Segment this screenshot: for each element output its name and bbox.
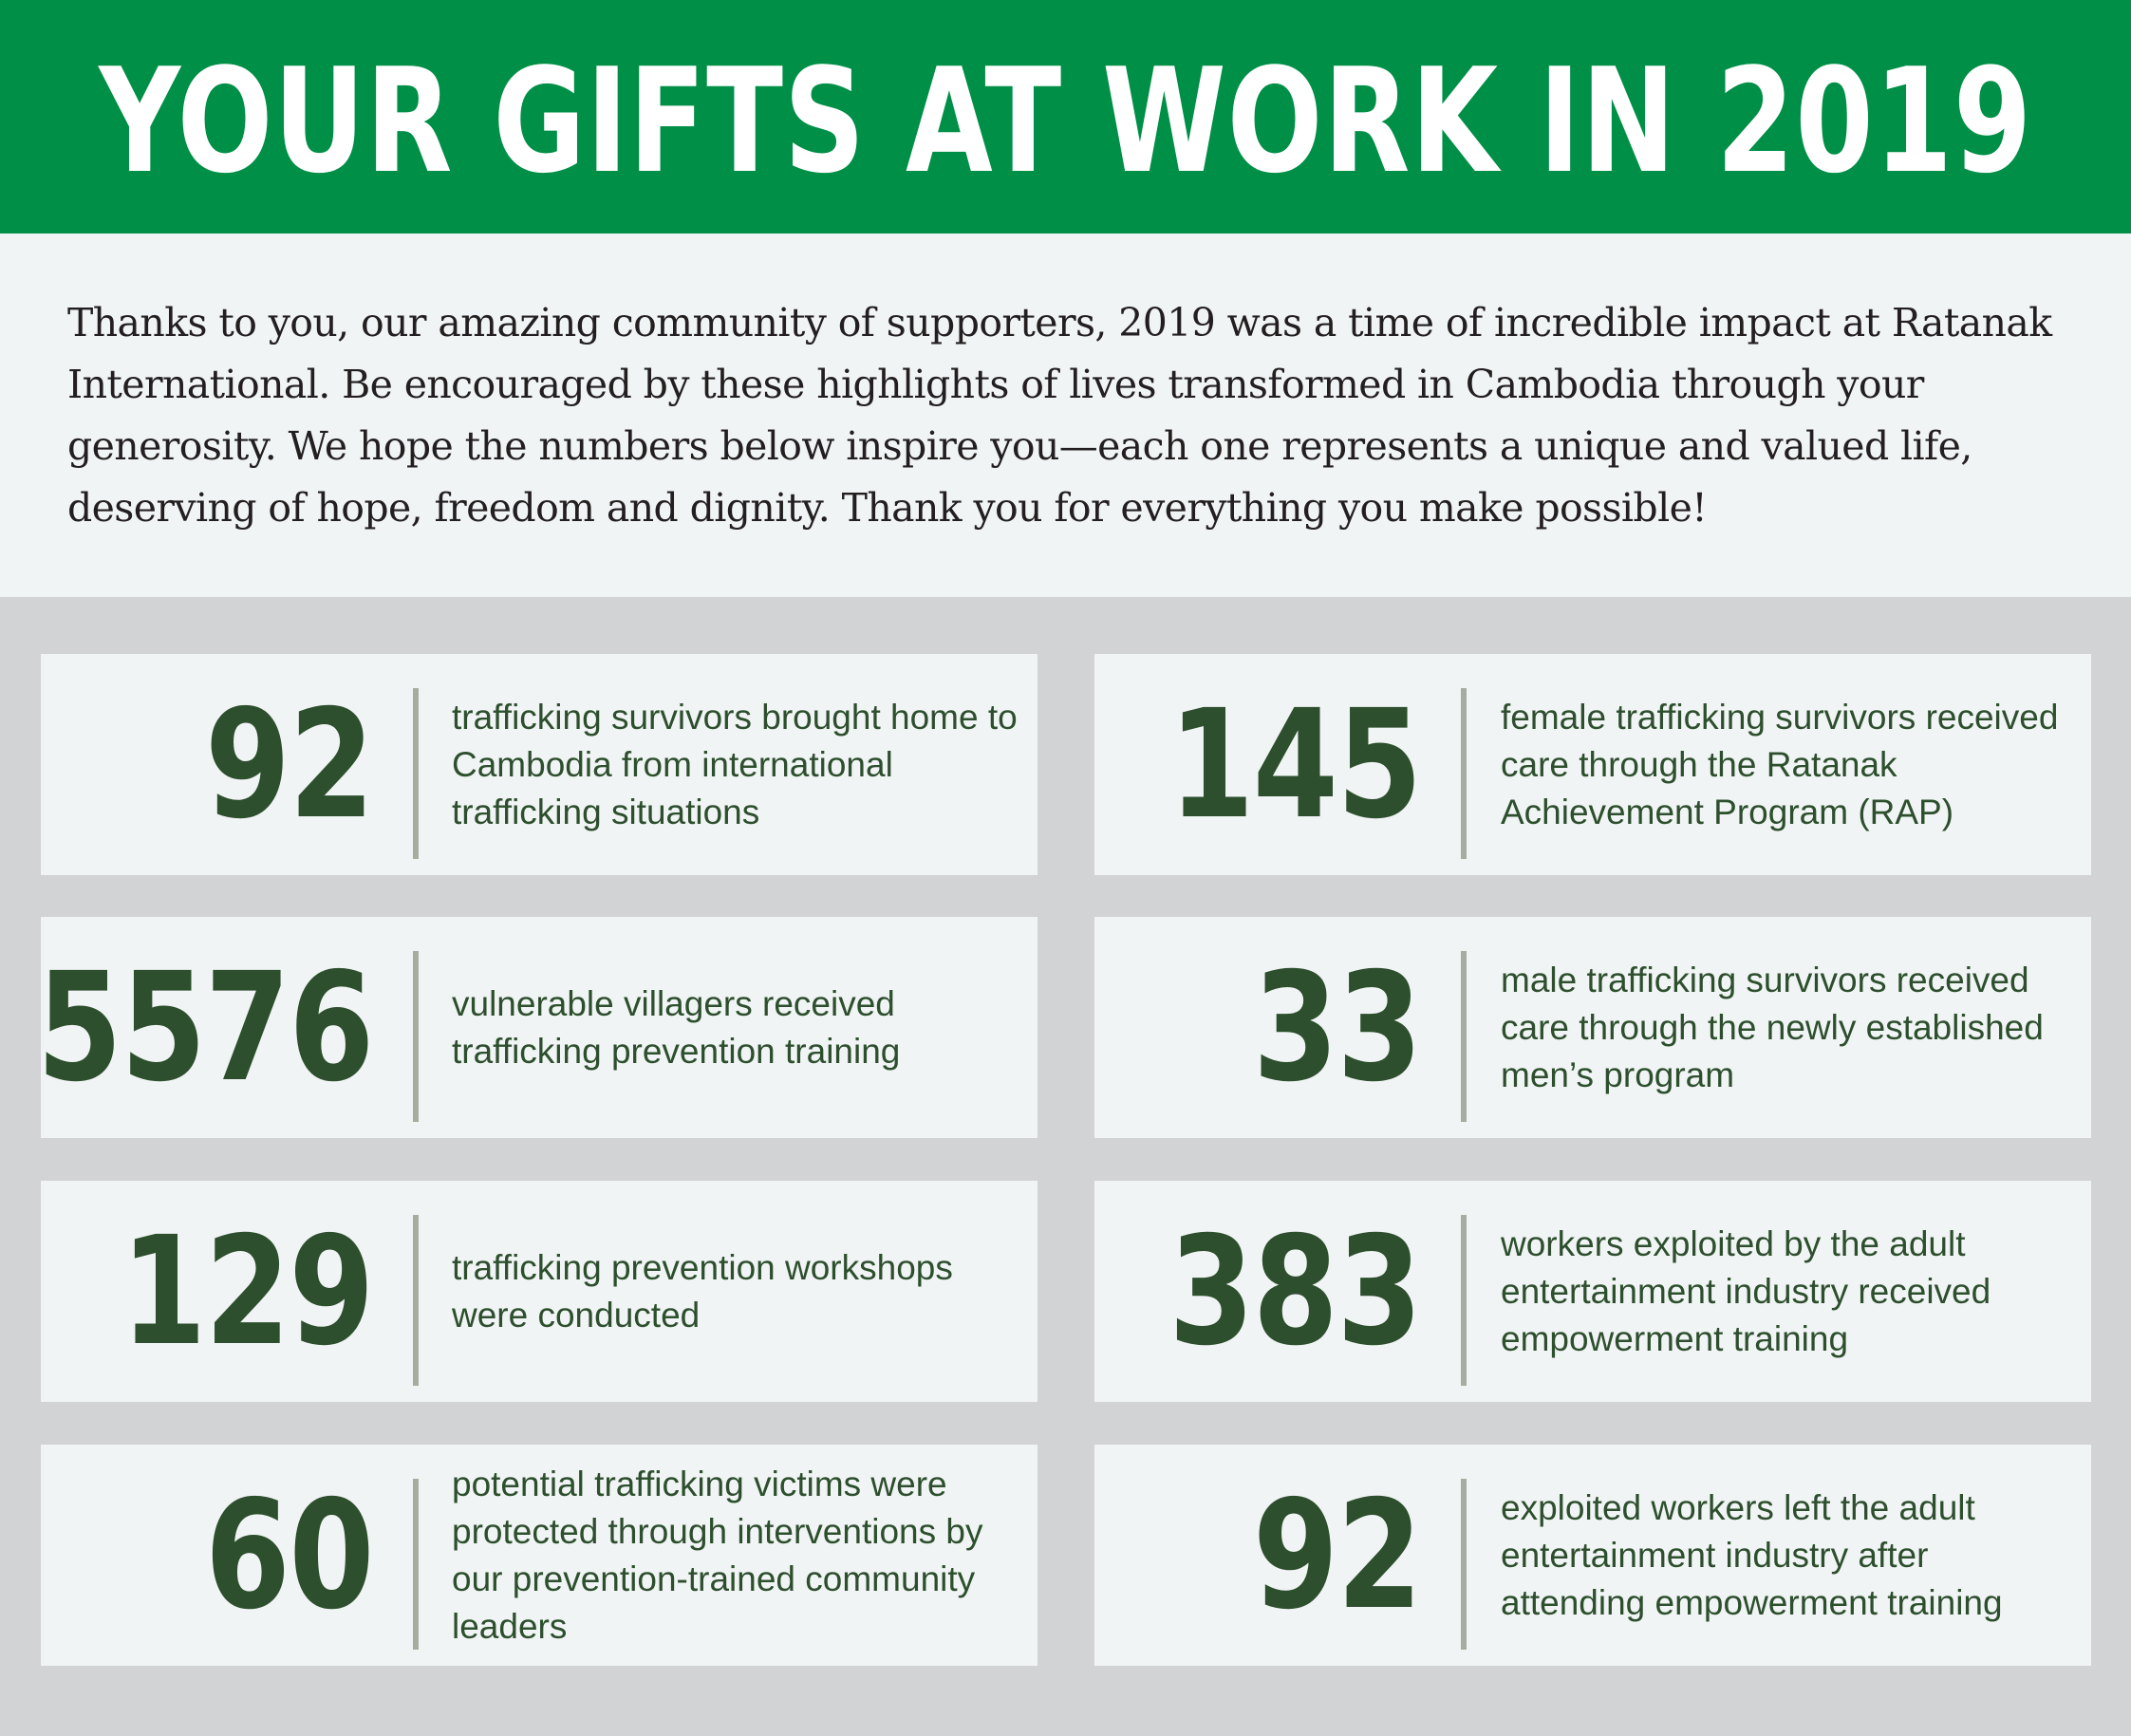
stat-number: 92 bbox=[204, 677, 373, 852]
stat-card bbox=[1094, 654, 2091, 875]
stat-divider bbox=[413, 688, 419, 859]
stat-description: male trafficking survivors received care through the newly established men’s program bbox=[1501, 960, 2044, 1094]
stat-divider bbox=[413, 1479, 419, 1650]
stat-card bbox=[41, 1181, 1037, 1402]
stat-card bbox=[1094, 1181, 2091, 1402]
stat-divider bbox=[413, 951, 419, 1122]
stat-card bbox=[1094, 1445, 2091, 1666]
page-title: YOUR GIFTS AT WORK IN 2019 bbox=[99, 36, 2032, 205]
stat-number: 383 bbox=[1168, 1204, 1421, 1379]
stat-divider bbox=[1461, 1479, 1467, 1650]
intro-section bbox=[0, 233, 2131, 597]
stat-divider bbox=[1461, 688, 1467, 859]
stat-number: 145 bbox=[1168, 677, 1421, 852]
stat-number: 5576 bbox=[36, 940, 373, 1115]
stat-divider bbox=[1461, 1215, 1467, 1386]
stat-divider bbox=[1461, 951, 1467, 1122]
stat-number: 60 bbox=[204, 1467, 373, 1643]
intro-paragraph: Thanks to you, our amazing community of supporters, 2019 was a time of incredible impact at Ratanak International. Be encouraged by these highlights of lives transformed in Cambodia through your generosity. We hope the numbers below inspire you—each one represents a unique and valued life, deserving of hope, freedom and dignity. Thank you for everything you make possible! bbox=[67, 300, 2052, 531]
stat-description: trafficking prevention workshops were conducted bbox=[452, 1247, 953, 1335]
stat-description: workers exploited by the adult entertainment industry received empowerment training bbox=[1501, 1223, 1991, 1358]
stat-description: trafficking survivors brought home to Cambodia from international trafficking situations bbox=[452, 697, 1018, 831]
stat-card bbox=[41, 1445, 1037, 1666]
stat-card bbox=[1094, 917, 2091, 1138]
header-banner bbox=[0, 0, 2131, 233]
stat-number: 92 bbox=[1252, 1467, 1421, 1643]
stat-card bbox=[36, 917, 1037, 1138]
stat-description: female trafficking survivors received care through the Ratanak Achievement Program (RAP) bbox=[1501, 697, 2059, 831]
stat-divider bbox=[413, 1215, 419, 1386]
stat-description: potential trafficking victims were protected through interventions by our prevention-trained community leaders bbox=[452, 1464, 983, 1646]
stat-description: vulnerable villagers received trafficking prevention training bbox=[452, 983, 901, 1071]
stat-description: exploited workers left the adult entertainment industry after attending empowerment training bbox=[1501, 1487, 2003, 1622]
stat-number: 33 bbox=[1252, 940, 1421, 1115]
stat-number: 129 bbox=[121, 1204, 373, 1379]
stat-card bbox=[41, 654, 1037, 875]
